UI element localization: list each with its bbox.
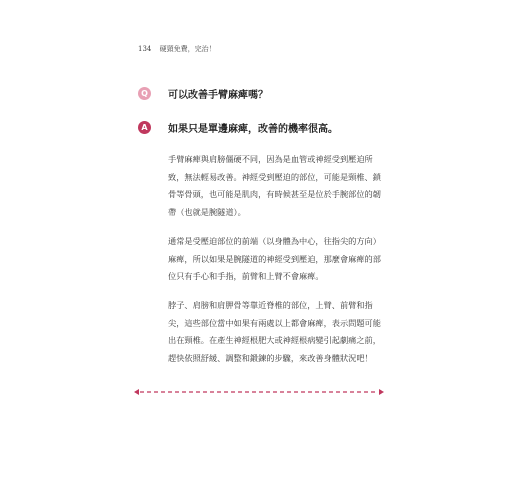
running-header [138, 44, 216, 54]
body-paragraph-2 [168, 233, 386, 286]
question-row [138, 86, 268, 101]
page-number: 134 [138, 45, 152, 53]
divider-right-arrow [379, 389, 384, 395]
paragraph-text: 脖子、肩膀和肩胛骨等靠近脊椎的部位，上臂、前臂和指尖，這些部位當中如果有兩處以上都會麻痺，表示問題可能出在頸椎。在產生神經根肥大或神經根病變引起劇痛之前，趕快依照舒緩、調整和鍛鍊的步驟，來改善身體狀況吧！ [168, 300, 381, 363]
paragraph-text: 通常是受壓迫部位的前端（以身體為中心，往指尖的方向）麻痺，所以如果是腕隧道的神經受到壓迫，那麼會麻痺的部位只有手心和手指，前臂和上臂不會麻痺。 [168, 236, 381, 281]
question-text: 可以改善手臂麻痺嗎？ [168, 90, 268, 101]
body-paragraph-1 [168, 151, 386, 221]
section-divider [134, 388, 384, 396]
body-paragraph-3 [168, 297, 386, 367]
answer-badge: A [138, 121, 151, 134]
paragraph-text: 手臂麻痺與肩膀僵硬不同，因為是血管或神經受到壓迫所致，無法輕易改善。神經受到壓迫的部位，可能是頸椎、鎖骨等骨頭，也可能是肌肉，有時候甚至是位於手腕部位的韌帶（也就是腕隧道）。 [168, 154, 381, 217]
question-badge: Q [138, 87, 151, 100]
answer-row [138, 120, 338, 135]
book-title: 硬頸免費，完治！ [159, 45, 216, 53]
divider-left-arrow [134, 389, 139, 395]
answer-text: 如果只是單邊麻痺，改善的機率很高。 [168, 124, 338, 135]
